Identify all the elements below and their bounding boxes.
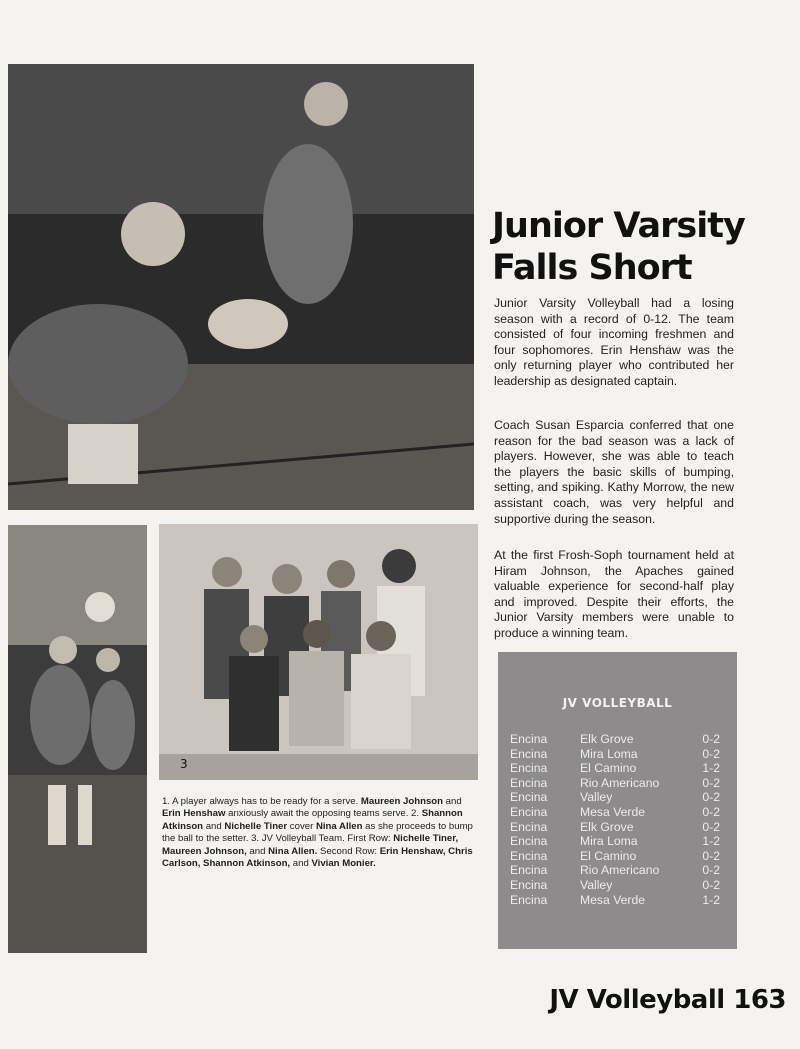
caption-text: 1. A player always has to be ready for a serve. bbox=[162, 796, 361, 807]
results-opponent: Valley bbox=[580, 878, 613, 892]
caption-name: Shannon Atkinson bbox=[162, 808, 463, 832]
results-row bbox=[510, 820, 720, 835]
results-opponent: Mira Loma bbox=[580, 746, 638, 761]
results-box bbox=[498, 652, 737, 949]
results-score: 1-2 bbox=[702, 892, 720, 907]
results-row bbox=[510, 863, 720, 878]
results-score: 0-2 bbox=[702, 746, 720, 761]
results-row bbox=[510, 776, 720, 791]
results-title: JV VOLLEYBALL bbox=[562, 696, 673, 710]
caption-name: Erin Henshaw bbox=[162, 808, 226, 820]
caption-text: as she proceeds to bump the ball to the setter. 3. JV Volleyball Team. First Row: bbox=[162, 820, 473, 845]
results-row bbox=[510, 878, 720, 893]
results-home-team: Encina bbox=[510, 848, 548, 863]
caption-text: cover bbox=[287, 820, 316, 832]
results-home-team: Encina bbox=[510, 775, 548, 790]
results-row bbox=[510, 790, 720, 805]
results-home-team: Encina bbox=[510, 805, 548, 819]
results-opponent: Rio Americano bbox=[580, 863, 660, 878]
article-paragraph-1: Junior Varsity Volleyball had a losing season with a record of 0-12. The team consisted of four incoming freshmen and four sophomores. Erin Henshaw was the only returning player who contributed her leadership as designated captain. bbox=[494, 296, 734, 388]
caption-text: and bbox=[246, 845, 269, 857]
results-home-team: Encina bbox=[510, 834, 548, 849]
caption-name: Erin Henshaw, Chris Carlson, Shannon Atkinson, bbox=[162, 845, 473, 870]
results-home-team: Encina bbox=[510, 863, 548, 878]
photo-caption bbox=[162, 796, 480, 870]
caption-name: Nichelle Tiner bbox=[224, 820, 288, 832]
results-home-team: Encina bbox=[510, 878, 548, 892]
article-headline bbox=[492, 205, 792, 289]
caption-text: and bbox=[290, 858, 312, 870]
results-opponent: Mira Loma bbox=[580, 834, 638, 849]
results-opponent: Valley bbox=[580, 790, 613, 805]
results-row bbox=[510, 849, 720, 864]
caption-name: Nina Allen. bbox=[268, 845, 318, 857]
results-score: 0-2 bbox=[702, 805, 720, 819]
results-row bbox=[510, 761, 720, 776]
photo-players-ready-for-serve bbox=[8, 64, 474, 510]
results-home-team: Encina bbox=[510, 746, 548, 761]
results-score: 0-2 bbox=[702, 775, 720, 790]
photo-jv-volleyball-team bbox=[159, 524, 478, 780]
results-opponent: El Camino bbox=[580, 848, 637, 863]
results-opponent: Mesa Verde bbox=[580, 805, 646, 819]
results-score: 0-2 bbox=[702, 732, 720, 746]
caption-text: anxiously await the opposing teams serve. 2. bbox=[225, 808, 422, 820]
photo-number: 3 bbox=[180, 757, 188, 771]
results-opponent: Elk Grove bbox=[580, 732, 634, 746]
results-row bbox=[510, 747, 720, 762]
results-row bbox=[510, 893, 720, 908]
headline-line-2: Falls Short bbox=[492, 248, 692, 288]
caption-text: Second Row: bbox=[317, 845, 380, 857]
results-row bbox=[510, 834, 720, 849]
photo-bump-to-setter bbox=[8, 525, 147, 953]
results-home-team: Encina bbox=[510, 892, 548, 907]
results-score: 0-2 bbox=[702, 863, 720, 878]
results-row bbox=[510, 805, 720, 820]
caption-name: Nina Allen bbox=[315, 820, 363, 832]
results-home-team: Encina bbox=[510, 819, 548, 834]
results-opponent: El Camino bbox=[580, 761, 637, 776]
results-opponent: Rio Americano bbox=[580, 775, 660, 790]
results-score: 0-2 bbox=[702, 819, 720, 834]
article-paragraph-2: Coach Susan Esparcia conferred that one reason for the bad season was a lack of players. However, she was able to teach the players the basic skills of bumping, setting, and spiking. Kathy Morrow, the new assistant coach, was very helpful and supportive during the season. bbox=[494, 418, 734, 526]
page-footer: JV Volleyball 163 bbox=[549, 985, 786, 1015]
results-home-team: Encina bbox=[510, 761, 548, 776]
caption-name: Nichelle Tiner, Maureen Johnson, bbox=[162, 833, 459, 857]
results-home-team: Encina bbox=[510, 790, 548, 805]
results-score: 1-2 bbox=[702, 761, 720, 776]
results-score: 0-2 bbox=[702, 848, 720, 863]
results-opponent: Elk Grove bbox=[580, 819, 634, 834]
caption-name: Maureen Johnson bbox=[360, 796, 444, 807]
results-row bbox=[510, 732, 720, 747]
results-score: 0-2 bbox=[702, 790, 720, 805]
caption-name: Vivian Monier. bbox=[311, 858, 376, 870]
article-paragraph-3: At the first Frosh-Soph tournament held at Hiram Johnson, the Apaches gained valuable experience for second-half play and improved. Despite their efforts, the Junior Varsity members were unable to produce a winning team. bbox=[494, 548, 734, 640]
headline-line-1: Junior Varsity bbox=[492, 206, 745, 246]
results-opponent: Mesa Verde bbox=[580, 892, 646, 907]
caption-text: and bbox=[443, 796, 462, 807]
results-score: 1-2 bbox=[702, 834, 720, 849]
results-score: 0-2 bbox=[702, 878, 720, 892]
caption-text: and bbox=[203, 820, 225, 832]
results-home-team: Encina bbox=[510, 732, 548, 746]
